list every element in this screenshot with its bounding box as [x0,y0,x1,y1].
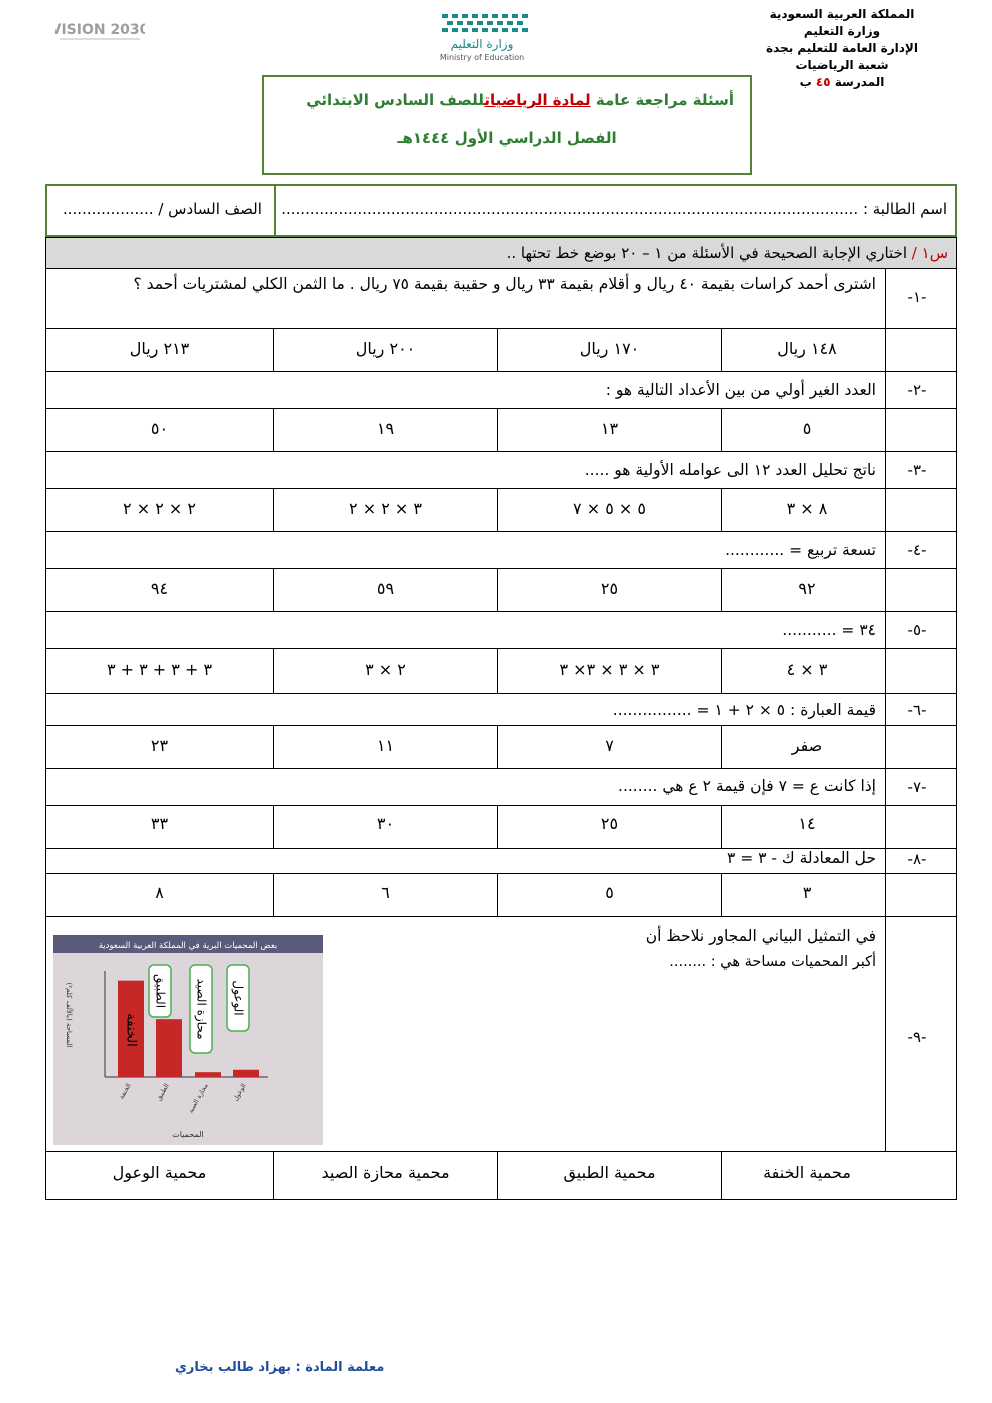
title-box [262,75,752,175]
option[interactable]: ٦ [381,883,390,902]
question-number: -٨- [907,850,927,868]
option[interactable]: ١١ [376,736,395,755]
option[interactable]: ٢١٣ ريال [129,339,190,358]
row-line [46,1151,956,1152]
chart-bar [195,1072,221,1077]
option[interactable]: ٥٩ [376,579,395,598]
option[interactable]: ٢ × ٣ [365,660,406,679]
teacher-signature: معلمة المادة : بهزاد طالب بخاري [175,1360,385,1375]
chart-ylabel: المساحة (بالألف كلم²) [65,982,73,1048]
ministry-logo [410,12,555,64]
question-number: -٦- [907,701,927,719]
option[interactable]: ١٤ [798,814,816,833]
instruction-label: س١ / [911,244,948,262]
student-name-field[interactable]: اسم الطالبة : ......................................................................................................................... [281,200,947,218]
question-text: حل المعادلة ك - ٣ = ٣ [726,849,876,867]
option[interactable]: ٨ × ٣ [786,499,828,518]
question-text: العدد الغير أولي من بين الأعداد التالية هو : [605,381,876,399]
question-number: -٥- [907,621,927,639]
option[interactable]: ٣٠ [376,814,395,833]
ministry-logo-text: وزارة التعليم [450,37,514,51]
option[interactable]: محمية محازة الصيد [321,1163,450,1182]
option[interactable]: ٩٢ [798,579,816,598]
row-line [46,693,956,694]
question-number: -٤- [907,541,927,559]
chart-bar [233,1070,259,1077]
chart-callout-label: الوعول [231,980,246,1016]
ministry-logo-en: Ministry of Education [439,53,525,62]
school-label: المدرسة [834,75,885,89]
option[interactable]: ٧ [605,736,614,755]
option[interactable]: ٣٣ [150,814,169,833]
instruction-row [46,238,956,269]
school-number: ٤٥ [815,75,831,89]
option[interactable]: ٥٠ [150,419,169,438]
row-line [46,451,956,452]
row-line [46,805,956,806]
header-line-4: شعبة الرياضيات [795,58,889,72]
header-line-3: الإدارة العامة للتعليم بجدة [766,41,918,55]
option[interactable]: ٣ [802,883,812,902]
option[interactable]: ١٧٠ ريال [579,339,640,358]
question-text: ٣٤ = ........... [782,621,876,639]
row-line [46,873,956,874]
school-line [742,74,942,91]
reserves-bar-chart [53,935,323,1145]
vision-text: VISION 2030 [55,22,145,38]
row-line [46,768,956,769]
question-number: -٣- [907,461,927,479]
question-text: اشترى أحمد كراسات بقيمة ٤٠ ريال و أقلام بقيمة ٣٣ ريال و حقيبة بقيمة ٧٥ ريال . ما الثمن الكلي لمشتريات أحمد ؟ [133,275,876,293]
chart-title: بعض المحميات البرية في المملكة العربية السعودية [98,941,278,951]
chart-category-label: محازة الصيد [186,1082,210,1115]
row-line [46,371,956,372]
option[interactable]: ٥ × ٥ × ٧ [573,499,646,518]
option[interactable]: صفر [791,736,823,755]
instruction-text: اختاري الإجابة الصحيحة في الأسئلة من ١ – ٢٠ بوضع خط تحتها .. [506,244,908,262]
chart-category-label: الوعول [231,1082,248,1103]
title-suffix: للصف السادس الابتدائي [306,91,485,109]
title-subject: لمادة الرياضيات [484,91,591,109]
row-line [46,488,956,489]
title-prefix: أسئلة مراجعة عامة [595,91,734,109]
question-text-line-1: في التمثيل البياني المجاور نلاحظ أن [645,927,876,945]
option[interactable]: ٩٤ [150,579,169,598]
question-number: -٩- [907,1028,927,1046]
option[interactable]: ١٣ [600,419,619,438]
question-text: تسعة تربيع = ............ [725,541,876,559]
option[interactable]: محمية الطبيق [563,1163,656,1182]
option[interactable]: ٢ × ٢ × ٢ [123,499,196,518]
option[interactable]: ٥ [802,419,812,438]
option[interactable]: ٣ × ٣ × ٣× ٣ [559,660,660,679]
option[interactable]: ٢٠٠ ريال [355,339,416,358]
question-text-line-2: أكبر المحميات مساحة هي : ........ [669,954,876,970]
header-line-1: المملكة العربية السعودية [769,7,915,21]
option[interactable]: ٥ [605,883,614,902]
option[interactable]: ٣ × ٤ [786,660,828,679]
chart-bar [156,1019,182,1077]
number-column-line [885,268,886,1151]
option[interactable]: محمية الخنفة [763,1163,851,1182]
header-line-2: وزارة التعليم [803,24,881,38]
option[interactable]: ٢٣ [150,736,169,755]
chart-background [53,935,323,1145]
chart-xlabel: المحميات [172,1130,204,1139]
row-line [46,725,956,726]
option[interactable]: ١٤٨ ريال [777,339,837,358]
chart-callout-label: الخنفة [123,1013,139,1047]
option[interactable]: ٢٥ [600,814,619,833]
option[interactable]: ٢٥ [600,579,619,598]
row-line [46,916,956,917]
question-text: ناتج تحليل العدد ١٢ الى عوامله الأولية هو ..... [584,461,876,479]
school-suffix: ب [799,75,812,89]
row-line [46,568,956,569]
row-line [46,611,956,612]
header-block [742,6,942,91]
student-class-field[interactable]: الصف السادس / ................... [63,200,262,218]
student-box-divider [274,186,276,235]
chart-category-label: الطبيق [154,1082,171,1102]
row-line [46,531,956,532]
option[interactable]: ١٩ [376,419,395,438]
option[interactable]: ٣ + ٣ + ٣ + ٣ [106,660,213,679]
option[interactable]: ٨ [155,883,164,902]
question-text: قيمة العبارة : ٥ × ٢ + ١ = ................ [612,701,876,719]
student-info-box [45,184,957,237]
question-number: -٢- [907,381,927,399]
question-text: إذا كانت ع = ٧ فإن قيمة ٢ ع هي ........ [618,777,876,795]
question-number: -٧- [907,778,927,796]
chart-callout-label: محازة الصيد [194,978,209,1040]
vision-2030-logo [55,10,145,44]
title-line-1 [306,91,734,109]
option[interactable]: ٣ × ٢ × ٢ [349,499,422,518]
chart-callout-label: الطبيق [153,973,168,1009]
chart-category-label: الخنفة [117,1082,133,1101]
option[interactable]: محمية الوعول [112,1163,207,1182]
question-number: -١- [907,288,927,306]
row-line [46,648,956,649]
row-line [46,408,956,409]
row-line [46,328,956,329]
title-term: الفصل الدراسي الأول ١٤٤٤هـ [397,129,617,147]
